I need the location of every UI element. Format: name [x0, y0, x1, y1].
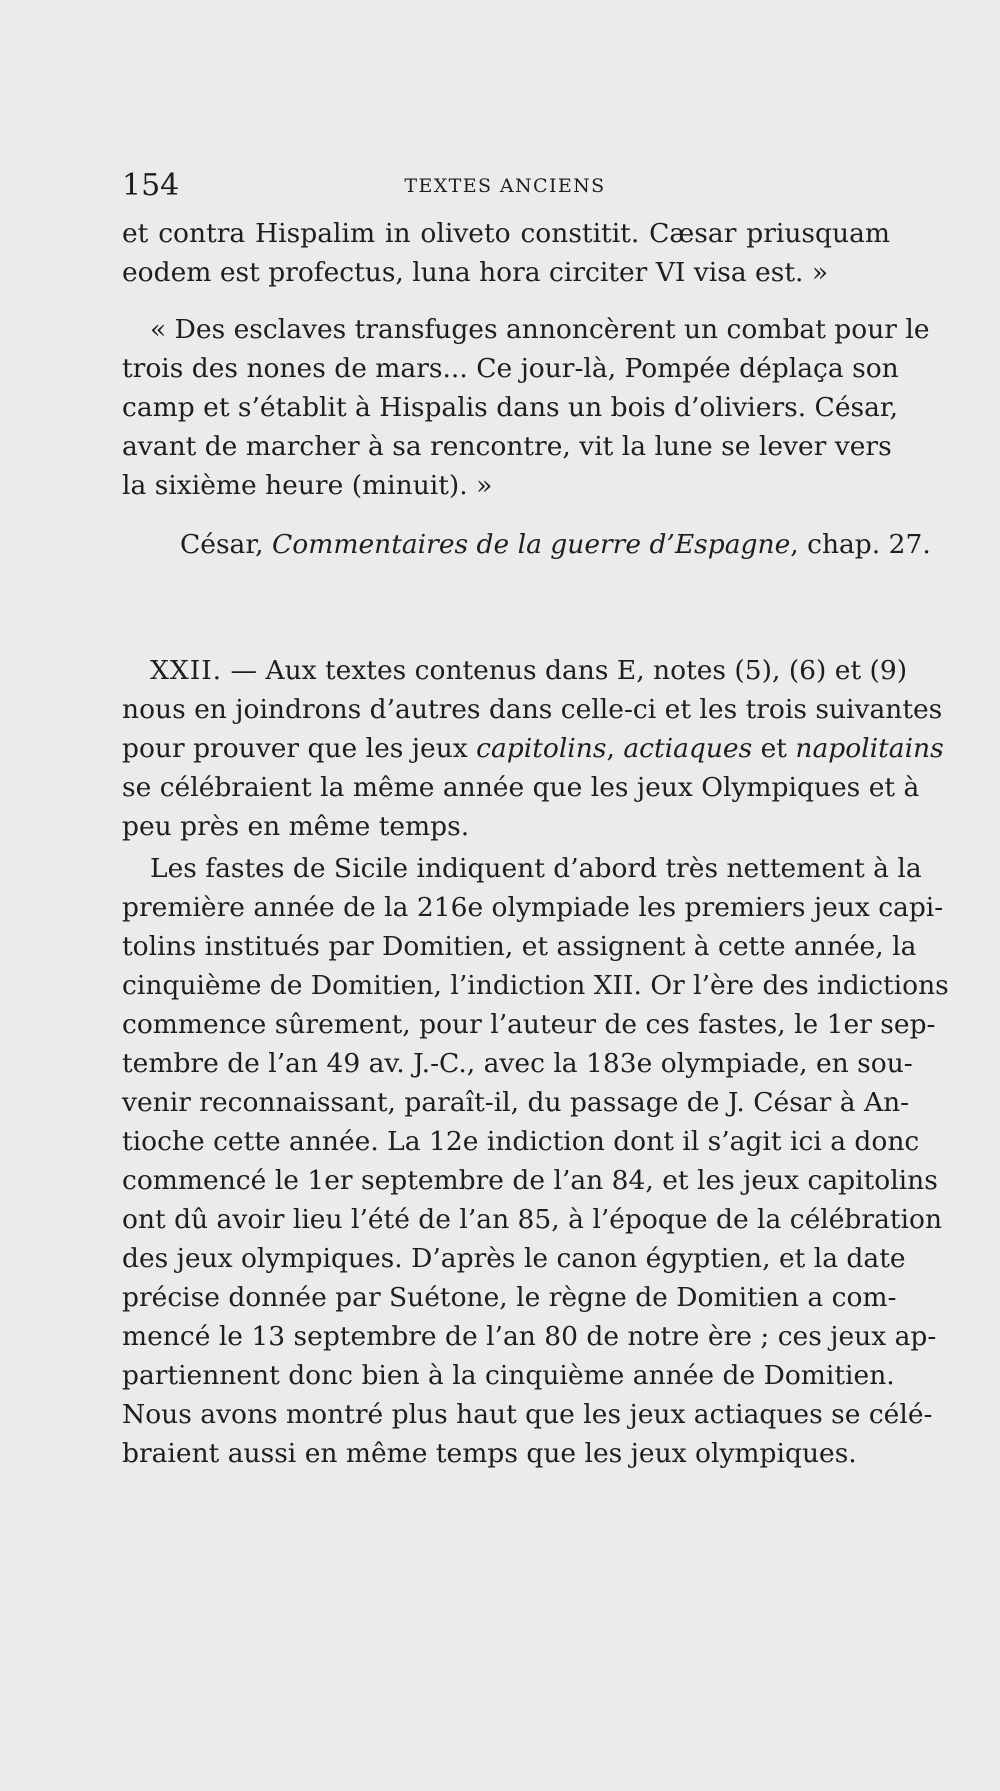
text-line: tioche cette année. La 12e indiction dont il s’agit ici a donc — [122, 1126, 920, 1157]
section-number: XXII. — [150, 655, 223, 686]
text-line: camp et s’établit à Hispalis dans un bois d’oliviers. César, — [122, 392, 899, 423]
text-run: , — [606, 733, 624, 764]
text-line: commence sûrement, pour l’auteur de ces fastes, le 1er sep- — [122, 1009, 936, 1040]
text-line: Les fastes de Sicile indiquent d’abord très nettement à la — [150, 853, 922, 884]
page-number: 154 — [122, 168, 180, 203]
text-line: nous en joindrons d’autres dans celle-ci et les trois suivantes — [122, 694, 943, 725]
latin-quote — [122, 214, 890, 292]
text-line: précise donnée par Suétone, le règne de Domitien a com- — [122, 1282, 897, 1313]
text-line: cinquième de Domitien, l’indiction XII. Or l’ère des indictions — [122, 970, 949, 1001]
italic-term-napolitains: napolitains — [795, 733, 944, 764]
text-line: Nous avons montré plus haut que les jeux actiaques se célé- — [122, 1399, 933, 1430]
citation-author: César, — [180, 529, 264, 560]
text-line: tembre de l’an 49 av. J.-C., avec la 183e olympiade, en sou- — [122, 1048, 913, 1079]
citation-work: Commentaires de la guerre d’Espagne — [271, 529, 791, 560]
text-line — [122, 729, 944, 768]
text-line: avant de marcher à sa rencontre, vit la lune se lever vers — [122, 431, 892, 462]
text-line: ont dû avoir lieu l’été de l’an 85, à l’époque de la célébration — [122, 1204, 943, 1235]
running-title: TEXTES ANCIENS — [404, 175, 606, 197]
text-line: des jeux olympiques. D’après le canon égyptien, et la date — [122, 1243, 906, 1274]
text-line: venir reconnaissant, paraît-il, du passage de J. César à An- — [122, 1087, 910, 1118]
french-translation — [122, 310, 930, 505]
text-line: la sixième heure (minuit). » — [122, 470, 493, 501]
text-line: et contra Hispalim in oliveto constitit. Cæsar priusquam — [122, 218, 890, 249]
text-line: partiennent donc bien à la cinquième année de Domitien. — [122, 1360, 895, 1391]
italic-term-capitolins: capitolins — [476, 733, 607, 764]
text-line: première année de la 216e olympiade les premiers jeux capi- — [122, 892, 944, 923]
text-line: peu près en même temps. — [122, 811, 470, 842]
text-line: « Des esclaves transfuges annoncèrent un combat pour le — [150, 314, 930, 345]
text-line: mencé le 13 septembre de l’an 80 de notre ère ; ces jeux ap- — [122, 1321, 937, 1352]
text-run: pour prouver que les jeux — [122, 733, 477, 764]
paragraph-fastes — [122, 849, 949, 1473]
text-line: commencé le 1er septembre de l’an 84, et les jeux capitolins — [122, 1165, 938, 1196]
source-citation — [180, 525, 931, 564]
section-xxii — [122, 651, 944, 846]
text-line: tolins institués par Domitien, et assignent à cette année, la — [122, 931, 917, 962]
text-run: — Aux textes contenus dans E, notes (5), (6) et (9) — [230, 655, 908, 686]
text-run: et — [752, 733, 796, 764]
italic-term-actiaques: actiaques — [623, 733, 753, 764]
text-line: se célébraient la même année que les jeux Olympiques et à — [122, 772, 920, 803]
page-header — [122, 168, 888, 208]
text-line: eodem est profectus, luna hora circiter VI visa est. » — [122, 257, 829, 288]
text-line: braient aussi en même temps que les jeux olympiques. — [122, 1438, 857, 1469]
citation-ref: , chap. 27. — [790, 529, 931, 560]
text-line — [122, 651, 908, 690]
text-line: trois des nones de mars... Ce jour-là, Pompée déplaça son — [122, 353, 899, 384]
